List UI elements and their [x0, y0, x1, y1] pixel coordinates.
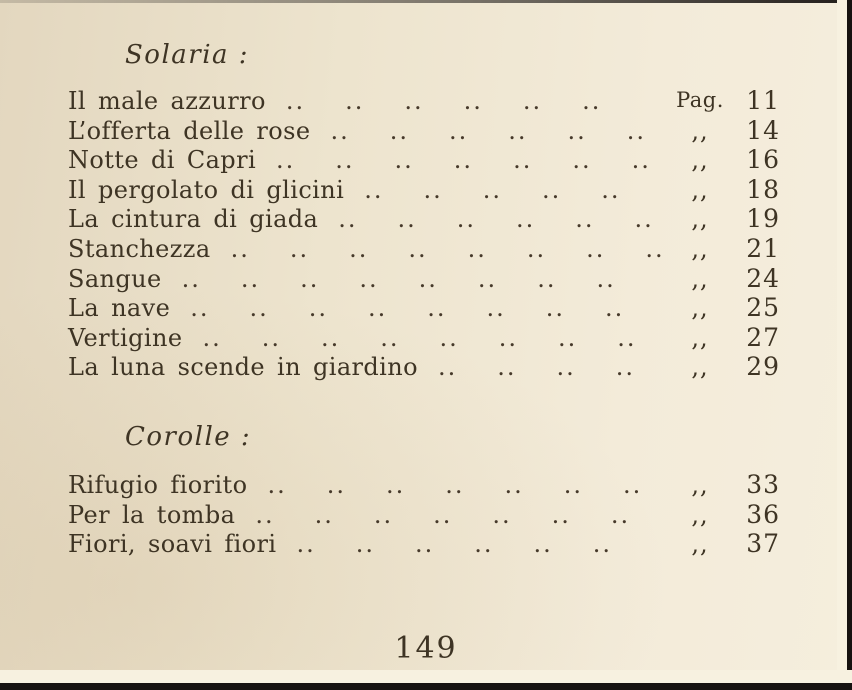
toc-entry-title: La nave: [68, 294, 171, 323]
dot-leader: .. .. .. .. .. .. ..: [276, 146, 651, 175]
toc-entry-page-number: 16: [746, 145, 780, 175]
toc-entry-title: Rifugio fiorito: [68, 470, 248, 499]
toc-entry: [68, 145, 780, 175]
dot-leader: .. .. .. .. .. ..: [296, 530, 613, 559]
toc-entry-page-number: 21: [746, 233, 780, 263]
toc-entry-page-number: 27: [746, 322, 780, 352]
toc-entry-page-number: 11: [746, 86, 780, 115]
dot-leader: .. .. .. .. ..: [364, 175, 621, 204]
toc-entry: [68, 323, 780, 353]
dot-leader: .. .. .. .. .. .. ..: [255, 500, 631, 529]
dot-leader: .. .. .. .. .. ..: [285, 87, 602, 115]
dot-leader: .. .. .. .. .. ..: [338, 205, 654, 234]
dot-leader: .. .. .. .. .. .. .. ..: [230, 234, 665, 263]
ditto-mark: ,,: [691, 353, 709, 382]
toc-entry: [68, 293, 780, 323]
toc-entry-title: L’offerta delle rose: [68, 116, 311, 145]
ditto-mark: ,,: [691, 294, 709, 323]
scan-edge-top: [0, 0, 852, 3]
toc-entry-page-number: 29: [746, 352, 780, 382]
toc-entry-title: Notte di Capri: [68, 146, 257, 175]
ditto-mark: ,,: [691, 146, 709, 175]
toc-entry: [68, 470, 780, 500]
dot-leader: .. .. .. ..: [437, 353, 635, 382]
toc-entry: [68, 264, 780, 294]
paper-edge-bottom: [0, 670, 852, 683]
scan-edge-right: [847, 0, 852, 690]
toc-entry: [68, 352, 780, 382]
dot-leader: .. .. .. .. .. .. .. ..: [181, 264, 616, 293]
toc-entry-title: La luna scende in giardino: [68, 353, 418, 382]
paper-edge-right: [837, 0, 847, 690]
ditto-mark: ,,: [691, 500, 709, 529]
toc-entry-title: Il male azzurro: [68, 87, 266, 115]
toc-entry-title: La cintura di giada: [68, 205, 319, 234]
dot-leader: .. .. .. .. .. .. .. ..: [202, 323, 637, 352]
toc-entry-page-number: 18: [746, 174, 780, 204]
ditto-mark: ,,: [691, 530, 709, 559]
toc-entry: [68, 175, 780, 205]
toc-entry-page-number: 24: [746, 263, 780, 293]
pag-label: Pag.: [676, 88, 724, 112]
toc-section-rows: [68, 470, 780, 559]
toc-entry-title: Stanchezza: [68, 234, 211, 263]
toc-entry-title: Fiori, soavi fiori: [68, 530, 277, 559]
ditto-mark: ,,: [691, 116, 709, 145]
ditto-mark: ,,: [691, 264, 709, 293]
toc-entry: [68, 204, 780, 234]
dot-leader: .. .. .. .. .. .. .. ..: [190, 294, 625, 323]
toc-entry-title: Vertigine: [68, 323, 183, 352]
toc-entry-title: Per la tomba: [68, 500, 236, 529]
folio-page-number: 149: [394, 631, 458, 666]
toc-entry-page-number: 33: [746, 469, 780, 499]
toc-entry: [68, 529, 780, 559]
section-heading: Solaria :: [125, 40, 250, 70]
ditto-mark: ,,: [691, 175, 709, 204]
toc-section-rows: [68, 86, 780, 382]
ditto-mark: ,,: [691, 205, 709, 234]
ditto-mark: ,,: [691, 234, 709, 263]
toc-entry: [68, 116, 780, 146]
toc-entry-page-number: 37: [746, 529, 780, 559]
toc-entry: [68, 500, 780, 530]
table-of-contents: [68, 40, 780, 559]
toc-entry-page-number: 36: [746, 499, 780, 529]
dot-leader: .. .. .. .. .. ..: [330, 116, 647, 145]
toc-entry-title: Il pergolato di glicini: [68, 175, 345, 204]
ditto-mark: ,,: [691, 470, 709, 499]
toc-entry-page-number: 25: [746, 293, 780, 323]
toc-entry-page-number: 14: [746, 115, 780, 145]
toc-entry-page-number: 19: [746, 204, 780, 234]
section-heading: Corolle :: [125, 421, 252, 452]
ditto-mark: ,,: [691, 323, 709, 352]
toc-entry: [68, 234, 780, 264]
dot-leader: .. .. .. .. .. .. ..: [267, 470, 643, 499]
toc-entry: [68, 86, 780, 116]
scan-edge-bottom: [0, 683, 852, 690]
toc-entry-title: Sangue: [68, 264, 162, 293]
